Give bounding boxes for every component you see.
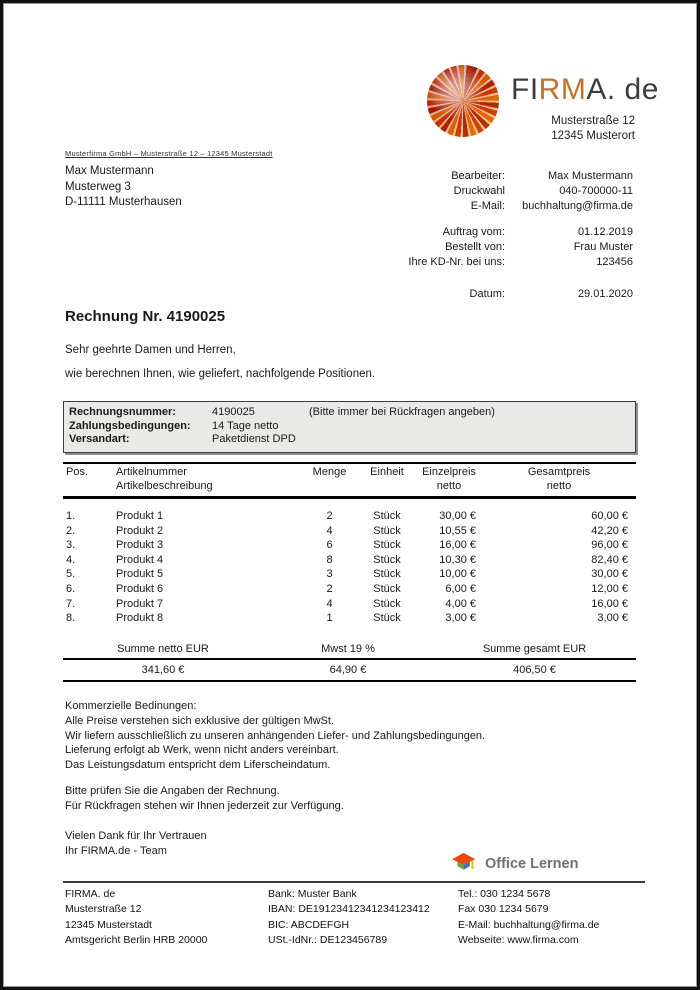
versandart-label: Versandart: [69,433,130,445]
table-row: 5. Produkt 5 3 Stück 10,00 € 30,00 € [66,568,628,581]
table-row: 4. Produkt 4 8 Stück 10,30 € 82,40 € [66,553,628,566]
auftrag-value: 01.12.2019 [577,226,633,238]
versandart-value: Paketdienst DPD [212,433,296,445]
footer-divider [63,881,645,883]
meta-row-kundennummer [408,255,633,270]
items-table-header [63,462,636,499]
brand-part-orange: RM [538,73,587,106]
salutation: Sehr geehrte Damen und Herren, [65,344,236,356]
totals-labels-row [63,643,636,660]
header-pos: Pos. [66,466,89,478]
box-row-versandart [64,433,635,447]
email-value: buchhaltung@firma.de [522,200,633,212]
invoice-summary-box [63,401,636,453]
items-table-body [63,509,636,626]
meta-row-email [408,199,633,214]
summe-netto-label: Summe netto EUR [117,643,209,655]
intro-line: wie berechnen Ihnen, wie geliefert, nachfolgende Positionen. [65,368,376,380]
table-row: 1. Produkt 1 2 Stück 30,00 € 60,00 € [66,510,628,522]
sender-return-address: Musterfirma GmbH – Musterstraße 12 – 12345 Musterstadt [65,149,273,158]
table-row: 2. Produkt 2 4 Stück 10,55 € 42,20 € [66,524,628,537]
office-lernen-logo [451,852,578,875]
datum-value: 29.01.2020 [577,288,633,300]
company-brand-name [511,73,659,107]
company-address [551,114,635,144]
mwst-value: 64,90 € [329,664,367,676]
conditions-line: Das Leistungsdatum entspricht dem Liferscheindatum. [65,759,331,772]
company-street: Musterstraße 12 [551,115,635,127]
meta-row-datum [408,287,633,302]
mwst-label: Mwst 19 % [321,643,375,655]
conditions-line: Wir liefern ausschließlich zu unseren anhängenden Liefer- und Zahlungsbedingungen. [65,729,486,742]
meta-row-bestellt [408,240,633,255]
table-row: 6. Produkt 6 2 Stück 6,00 € 12,00 € [66,582,628,595]
footer-bank-column: Bank: Muster Bank IBAN: DE19123412341234123412 BIC: ABCDEFGH USt.-IdNr.: DE123456789 [268,888,430,947]
totals-section [63,643,636,682]
druckwahl-value: 040-700000-11 [559,185,633,197]
company-city: 12345 Musterort [551,130,635,142]
recipient-address-block [65,164,182,211]
commercial-conditions [65,699,485,773]
closing-block [65,829,207,859]
recipient-city: D-11111 Musterhausen [65,196,182,208]
summe-gesamt-label: Summe gesamt EUR [482,643,587,655]
header-menge: Menge [312,466,347,478]
line-items-table [63,462,636,626]
bearbeiter-value: Max Mustermann [548,170,633,182]
email-label: E-Mail: [470,200,505,212]
brand-part-dark1: FI [511,73,539,106]
table-row: 3. Produkt 3 6 Stück 16,00 € 96,00 € [66,539,628,552]
header-artikel: Artikelnummer Artikelbeschreibung [116,466,213,492]
bestellt-label: Bestellt von: [445,241,505,253]
kdnr-value: 123456 [596,256,633,268]
rechnungsnummer-label: Rechnungsnummer: [69,406,176,418]
datum-label: Datum: [469,288,505,300]
zahlungsbedingungen-value: 14 Tage netto [212,419,279,432]
summe-netto-value: 341,60 € [141,664,185,676]
header-einzelpreis: Einzelpreis netto [422,466,476,492]
kdnr-label: Ihre KD-Nr. bei uns: [408,256,505,268]
footer-contact-column: Tel.: 030 1234 5678 Fax 030 1234 5679 E-Mail: buchhaltung@firma.de Webseite: www.firma.com [458,888,600,947]
bestellt-value: Frau Muster [573,241,633,253]
recipient-street: Musterweg 3 [65,180,131,193]
table-row: 8. Produkt 8 1 Stück 3,00 € 3,00 € [66,612,628,625]
conditions-line: Alle Preise verstehen sich exklusive der gültigen MwSt. [65,714,335,727]
graduation-cap-icon [451,852,478,875]
auftrag-label: Auftrag vom: [442,226,505,238]
invoice-title: Rechnung Nr. 4190025 [65,308,226,325]
box-row-zahlungsbedingungen [64,420,635,434]
zahlungsbedingungen-label: Zahlungsbedingungen: [69,419,191,432]
review-notes [65,784,344,814]
summe-gesamt-value: 406,50 € [513,664,556,676]
notes-line: Bitte prüfen Sie die Angaben der Rechnung. [65,785,280,797]
footer-company-column: FIRMA. de Musterstraße 12 12345 Musterstadt Amtsgericht Berlin HRB 20000 [65,888,208,947]
druckwahl-label: Druckwahl [453,185,505,197]
totals-values-row [63,660,636,682]
box-row-rechnungsnummer [64,406,635,420]
header-einheit: Einheit [370,466,404,478]
table-row: 7. Produkt 7 4 Stück 4,00 € 16,00 € [66,597,628,610]
company-swirl-logo-icon [427,65,499,137]
closing-line: Vielen Dank für Ihr Vertrauen [65,830,207,842]
conditions-line: Kommerzielle Bedinungen: [65,700,197,712]
meta-row-druckwahl [408,184,633,199]
office-lernen-text: Office Lernen [485,855,579,872]
recipient-name: Max Mustermann [65,165,154,177]
meta-row-auftrag [408,225,633,240]
conditions-line: Lieferung erfolgt ab Werk, wenn nicht anders vereinbart. [65,744,339,757]
invoice-meta-block [408,169,633,302]
bearbeiter-label: Bearbeiter: [451,170,505,182]
rechnungsnummer-value: 4190025 [212,406,255,418]
rechnungsnummer-note: (Bitte immer bei Rückfragen angeben) [309,406,495,418]
brand-part-dark2: A. de [586,73,659,106]
closing-line: Ihr FIRMA.de - Team [65,845,167,857]
notes-line: Für Rückfragen stehen wir Ihnen jederzeit zur Verfügung. [65,799,344,812]
meta-row-bearbeiter [408,169,633,184]
header-gesamtpreis: Gesamtpreis netto [527,466,591,492]
